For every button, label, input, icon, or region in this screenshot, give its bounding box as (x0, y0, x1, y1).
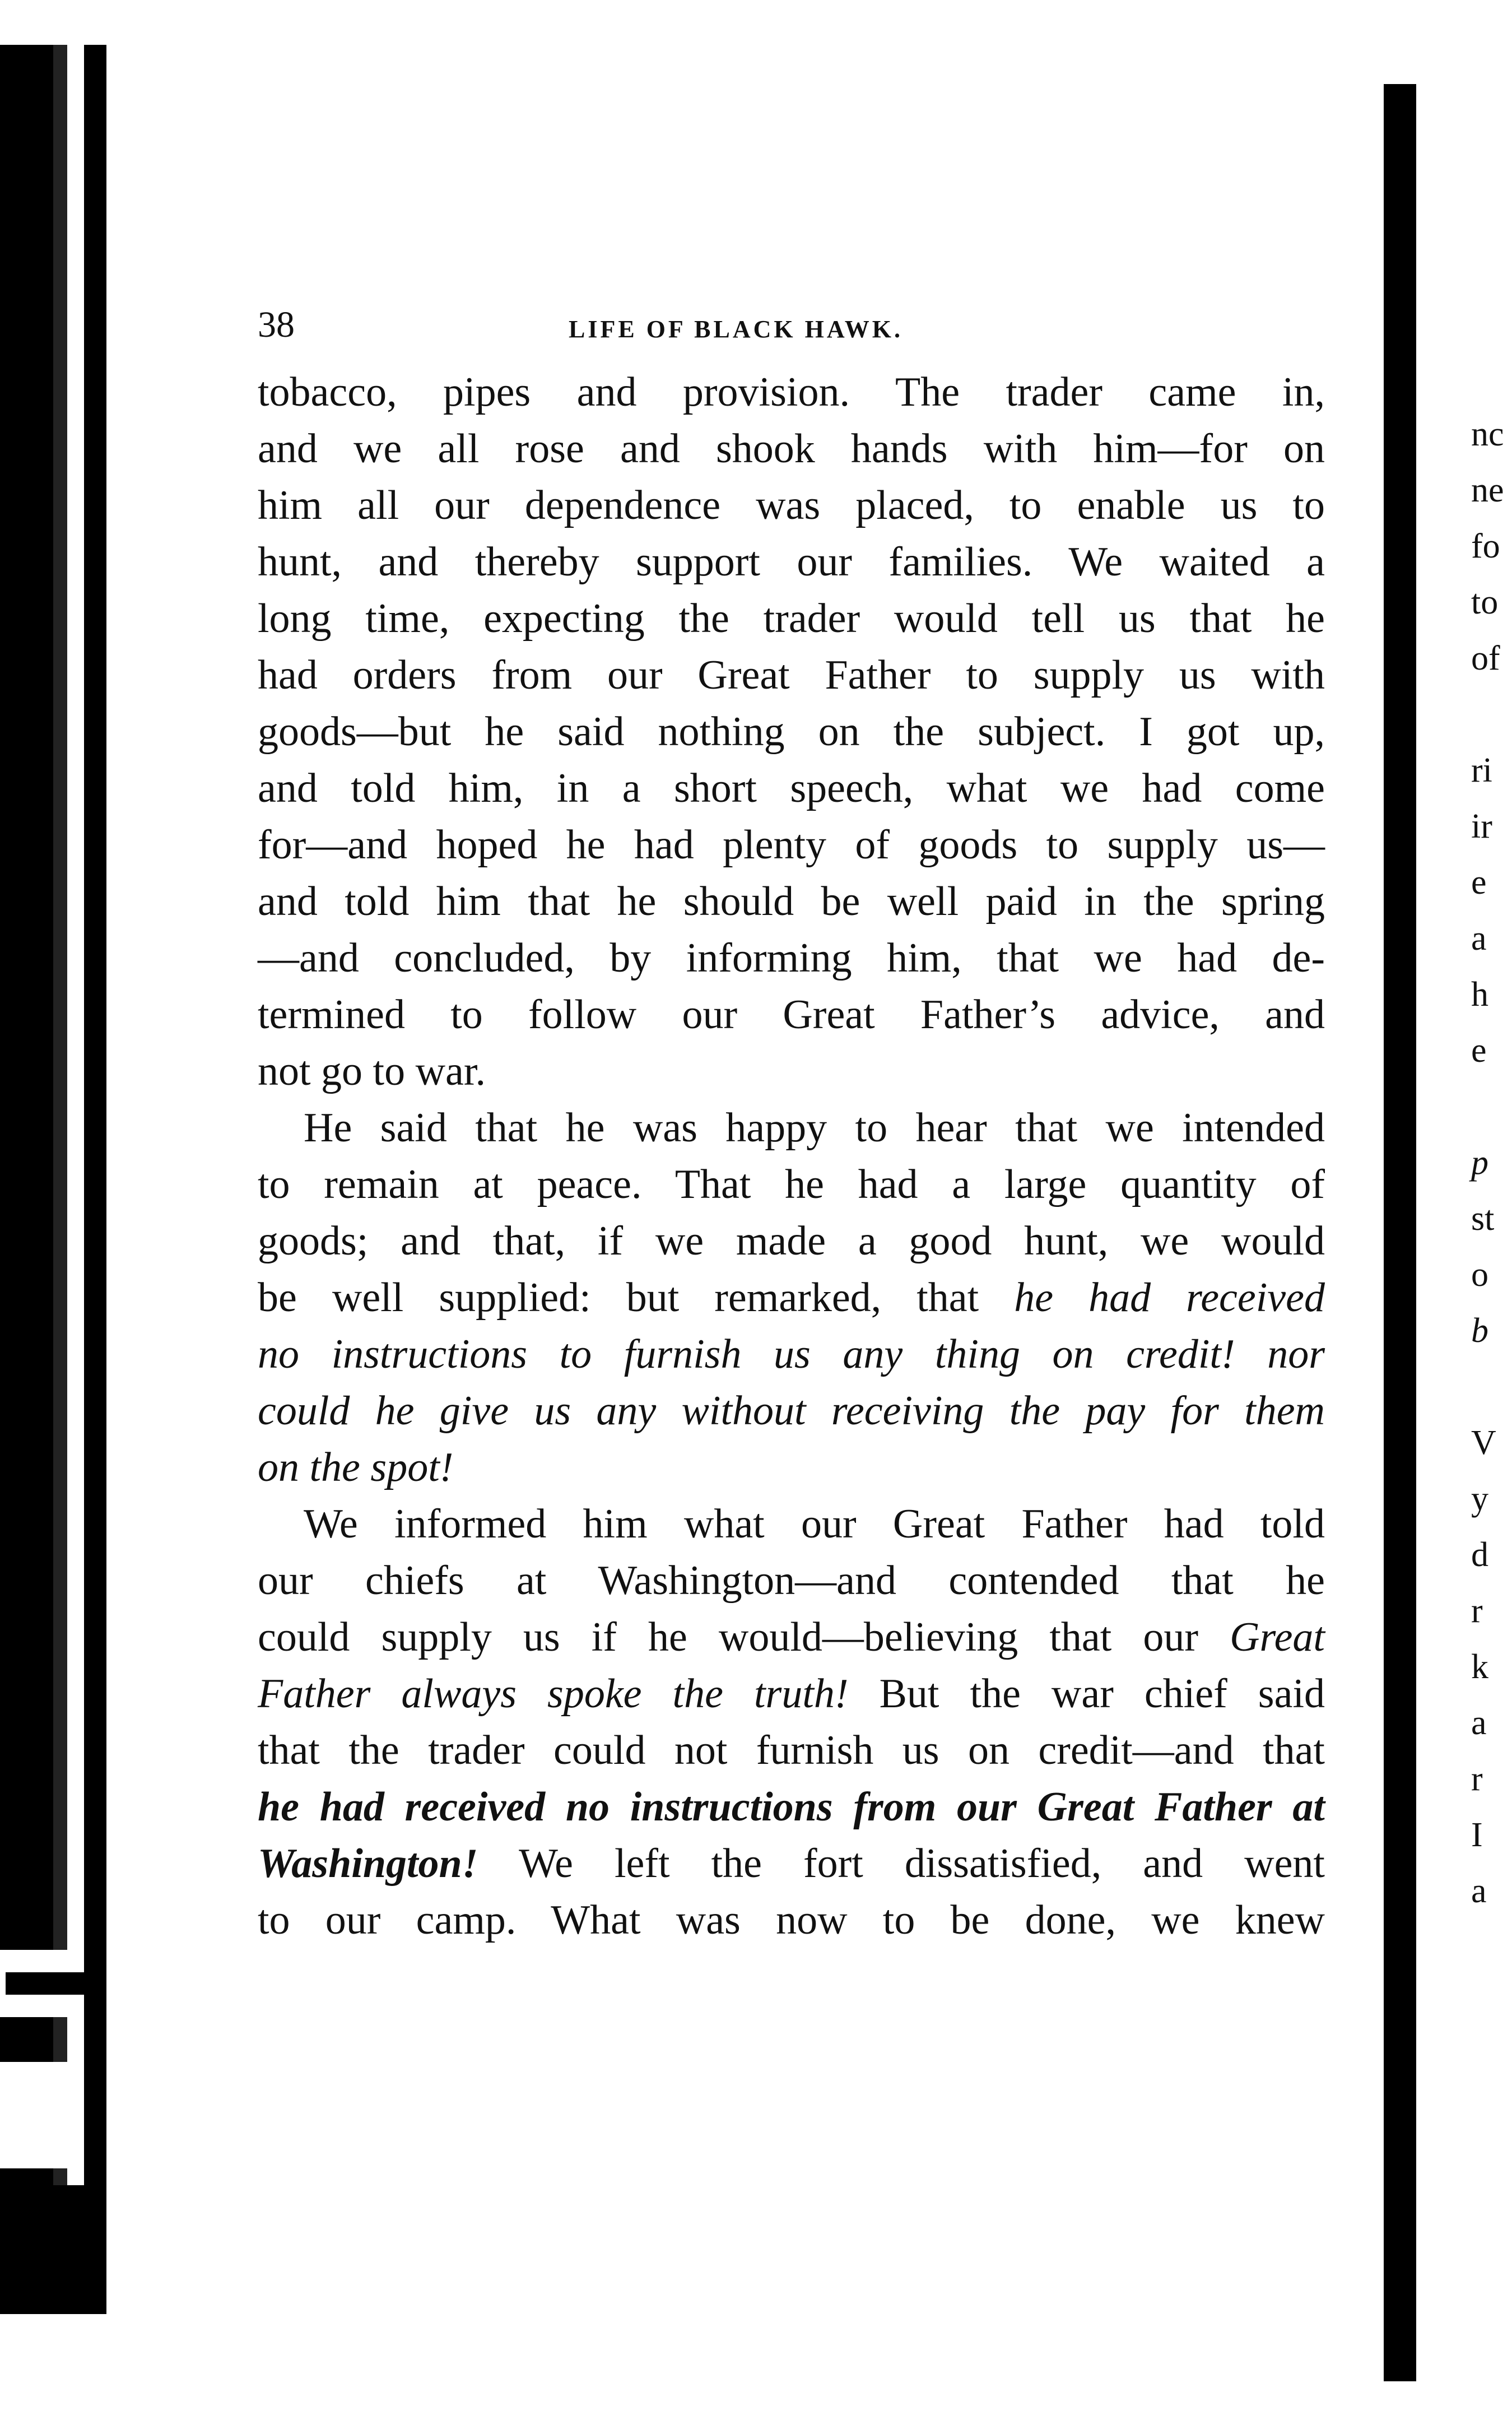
facing-fragment: of (1471, 639, 1500, 677)
text-line (258, 1836, 1325, 1892)
facing-fragment: d (1471, 1536, 1488, 1574)
text-line: goods—but he said nothing on the subject. I got up, (258, 709, 1325, 755)
facing-fragment: o (1471, 1256, 1488, 1294)
text-line: could he give us any without receiving the pay for them (258, 1388, 1325, 1434)
text-line: to remain at peace. That he had a large quantity of (258, 1162, 1325, 1207)
text-line: our chiefs at Washington—and contended that he (258, 1558, 1325, 1604)
text-line: termined to follow our Great Father’s advice, and (258, 992, 1325, 1038)
text-line: to our camp. What was now to be done, we knew (258, 1897, 1325, 1943)
scan-edge-mark (6, 1972, 95, 1995)
facing-fragment: p (1471, 1144, 1488, 1182)
text-line: We informed him what our Great Father had told (304, 1501, 1325, 1547)
text-line: that the trader could not furnish us on credit—and that (258, 1727, 1325, 1773)
facing-fragment: a (1471, 1872, 1487, 1910)
facing-fragment: e (1471, 863, 1487, 902)
body-text (258, 364, 1325, 1949)
facing-fragment: r (1471, 1760, 1483, 1798)
text-span: But the war chief said (879, 1671, 1325, 1717)
text-line: goods; and that, if we made a good hunt, we would (258, 1218, 1325, 1264)
text-span: be well supplied: but remarked, that (258, 1275, 979, 1321)
scan-edge-mark (6, 2185, 95, 2314)
facing-fragment: e (1471, 1032, 1487, 1070)
facing-fragment: nc (1471, 415, 1504, 453)
text-line: tobacco, pipes and provision. The trader came in, (258, 369, 1325, 415)
italic-span: Washington! (258, 1841, 478, 1887)
facing-fragment: h (1471, 975, 1488, 1014)
text-line: no instructions to furnish us any thing on credit! nor (258, 1331, 1325, 1377)
page-number: 38 (258, 304, 295, 345)
facing-fragment: ir (1471, 807, 1492, 846)
facing-fragment: a (1471, 919, 1487, 958)
facing-page-margin (1451, 0, 1512, 2411)
text-line: him all our dependence was placed, to enable us to (258, 482, 1325, 528)
scan-edge-gap (0, 2062, 84, 2168)
text-line: had orders from our Great Father to supply us with (258, 652, 1325, 698)
facing-fragment: ne (1471, 471, 1504, 509)
facing-fragment: ri (1471, 751, 1492, 789)
facing-fragment: a (1471, 1704, 1487, 1742)
facing-fragment: I (1471, 1816, 1483, 1854)
page-header (258, 303, 1325, 364)
text-line: he had received no instructions from our Great Father at (258, 1784, 1325, 1830)
italic-span: he had received (1014, 1275, 1325, 1321)
running-head: LIFE OF BLACK HAWK. (569, 315, 903, 343)
facing-fragment: fo (1471, 527, 1500, 565)
book-page (258, 303, 1325, 1949)
text-line: long time, expecting the trader would tell us that he (258, 596, 1325, 642)
text-line (258, 1270, 1325, 1326)
italic-span: Father always spoke the truth! (258, 1671, 849, 1717)
facing-fragment: st (1471, 1200, 1495, 1238)
text-line: and told him, in a short speech, what we had come (258, 765, 1325, 811)
text-line: and we all rose and shook hands with him—for on (258, 426, 1325, 472)
facing-fragment: V (1471, 1424, 1496, 1462)
text-line: and told him that he should be well paid in the spring (258, 879, 1325, 925)
text-line: on the spot! (258, 1444, 454, 1490)
text-line (258, 1609, 1325, 1666)
scan-gutter-right (1384, 84, 1416, 2381)
text-line: —and concluded, by informing him, that we had de- (258, 935, 1325, 981)
italic-span: Great (1230, 1614, 1325, 1660)
text-span: could supply us if he would—believing that our (258, 1614, 1199, 1660)
text-line (258, 1666, 1325, 1722)
text-line: for—and hoped he had plenty of goods to supply us— (258, 822, 1325, 868)
facing-fragment: k (1471, 1648, 1488, 1686)
facing-fragment: to (1471, 583, 1499, 621)
facing-fragment: b (1471, 1312, 1488, 1350)
text-line: He said that he was happy to hear that we intended (304, 1105, 1325, 1151)
text-span: We left the fort dissatisfied, and went (519, 1841, 1325, 1887)
facing-fragment: r (1471, 1592, 1483, 1630)
facing-fragment: y (1471, 1480, 1488, 1518)
text-line: hunt, and thereby support our families. We waited a (258, 539, 1325, 585)
text-line: not go to war. (258, 1048, 486, 1094)
